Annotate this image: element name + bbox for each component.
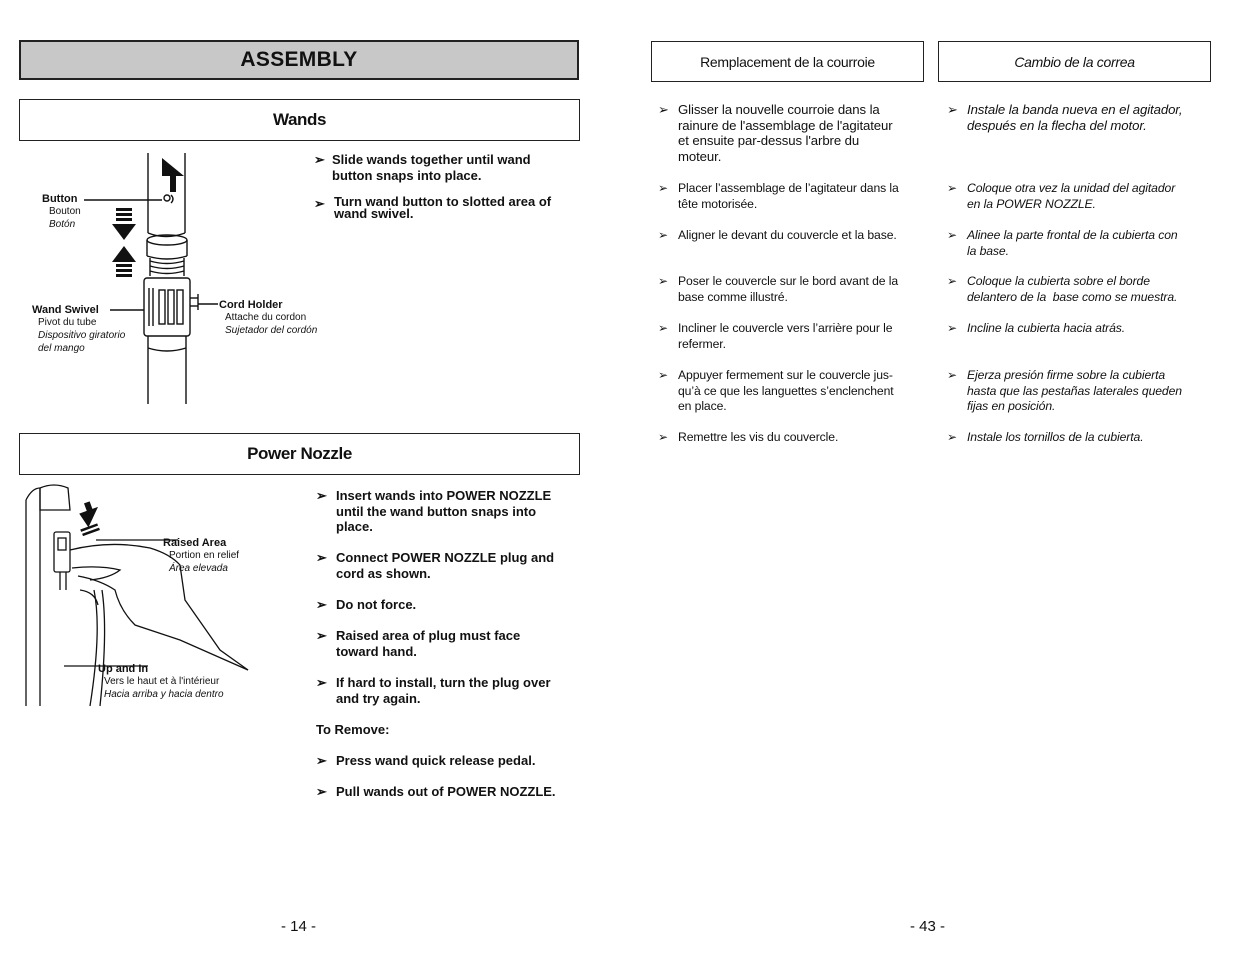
fr-heading-text: Remplacement de la courroie: [700, 53, 875, 70]
es-step-6-l3: fijas en posición.: [967, 399, 1056, 413]
label-wand-swivel: [32, 304, 125, 355]
fr-step-1-l1: Glisser la nouvelle courroie dans la: [678, 102, 880, 117]
remove-step-2-line1: Pull wands out of POWER NOZZLE.: [336, 784, 556, 799]
label-upin-es: Hacia arriba y hacia dentro: [104, 689, 224, 700]
es-step-6: [947, 368, 1182, 415]
remove-step-2: [316, 784, 556, 800]
power-nozzle-heading: [19, 433, 580, 475]
label-wand-swivel-es2: del mango: [38, 343, 85, 354]
fr-step-3-l1: Aligner le devant du couvercle et la base.: [678, 228, 897, 242]
es-step-3-l2: la base.: [967, 243, 1009, 258]
fr-step-6-l1: Appuyer fermement sur le couvercle jus-: [678, 368, 893, 382]
fr-step-7-l1: Remettre les vis du couvercle.: [678, 430, 839, 444]
arrow-icon: ➢: [316, 550, 327, 565]
label-cord-holder-es: Sujetador del cordón: [225, 325, 318, 336]
page-number-left: - 14 -: [281, 918, 317, 935]
remove-step-1-line1: Press wand quick release pedal.: [336, 753, 536, 768]
es-step-2: [947, 181, 1175, 212]
label-cord-holder: [219, 299, 317, 337]
es-step-1-l2: después en la flecha del motor.: [967, 117, 1147, 133]
arrow-icon: ➢: [658, 274, 669, 288]
fr-step-4-l1: Poser le couvercle sur le bord avant de la: [678, 274, 899, 288]
fr-step-6-l3: en place.: [678, 399, 727, 413]
arrow-icon: ➢: [947, 430, 958, 444]
es-step-5-l1: Incline la cubierta hacia atrás.: [967, 321, 1126, 335]
es-step-2-l2: en la POWER NOZZLE.: [967, 196, 1096, 211]
es-step-4-l1: Coloque la cubierta sobre el borde: [967, 274, 1150, 288]
fr-step-2-l1: Placer l’assemblage de l’agitateur dans la: [678, 181, 899, 195]
arrow-icon: ➢: [658, 228, 669, 242]
fr-step-2-l2: tête motorisée.: [678, 196, 758, 211]
fr-step-4: [658, 274, 898, 305]
nozzle-step-4-line1: Raised area of plug must face: [336, 628, 521, 643]
nozzle-step-2-line1: Connect POWER NOZZLE plug and: [336, 550, 555, 565]
fr-heading: [651, 41, 924, 82]
fr-step-1-l2: rainure de l'assemblage de l'agitateur: [678, 117, 893, 133]
label-wand-swivel-es1: Dispositivo giratorio: [38, 330, 126, 341]
es-heading: [938, 41, 1211, 82]
arrow-icon: ➢: [947, 368, 958, 382]
wands-step-2-line1: Turn wand button to slotted area of: [334, 194, 552, 209]
es-step-6-l2: hasta que las pestañas laterales queden: [967, 383, 1182, 398]
es-step-2-l1: Coloque otra vez la unidad del agitador: [967, 181, 1176, 195]
assembly-title: ASSEMBLY: [19, 40, 579, 80]
es-step-3-l1: Alinee la parte frontal de la cubierta con: [967, 228, 1178, 242]
label-raised-area: [163, 537, 239, 575]
wands-heading: [19, 99, 580, 141]
label-wand-swivel-en: Wand Swivel: [32, 304, 99, 316]
label-raised-es: Área elevada: [169, 563, 228, 574]
to-remove-heading: [316, 722, 389, 738]
es-step-1-l1: Instale la banda nueva en el agitador,: [967, 102, 1183, 117]
arrow-icon: ➢: [316, 753, 327, 768]
nozzle-step-5-line1: If hard to install, turn the plug over: [336, 675, 551, 690]
fr-step-5: [658, 321, 892, 352]
nozzle-step-2-line2: cord as shown.: [336, 565, 431, 581]
label-wand-swivel-fr: Pivot du tube: [38, 317, 97, 328]
arrow-icon: ➢: [316, 675, 327, 690]
label-raised-en: Raised Area: [163, 537, 227, 549]
es-step-1: [947, 102, 1182, 133]
fr-step-7: [658, 430, 838, 446]
fr-step-1-l3: et ensuite par-dessus l'arbre du: [678, 133, 860, 148]
nozzle-step-1-line1: Insert wands into POWER NOZZLE: [336, 488, 552, 503]
arrow-icon: ➢: [316, 628, 327, 643]
nozzle-step-1-line2: until the wand button snaps into: [336, 503, 537, 519]
arrow-icon: ➢: [947, 102, 958, 117]
fr-step-1-l4: moteur.: [678, 148, 722, 164]
arrow-icon: ➢: [658, 430, 669, 444]
fr-step-3: [658, 228, 897, 244]
arrow-icon: ➢: [314, 152, 325, 167]
remove-step-1: [316, 753, 535, 769]
arrow-icon: ➢: [314, 196, 325, 211]
es-step-3: [947, 228, 1178, 259]
power-nozzle-heading-text: Power Nozzle: [247, 444, 352, 463]
nozzle-step-1-line3: place.: [336, 519, 373, 534]
label-upin-fr: Vers le haut et à l'intérieur: [104, 676, 220, 687]
label-button-fr: Bouton: [49, 206, 81, 217]
label-up-and-in: [98, 663, 224, 701]
wands-heading-text: Wands: [272, 110, 327, 129]
label-button-en: Button: [42, 193, 78, 205]
nozzle-step-5: [316, 675, 551, 706]
nozzle-step-2: [316, 550, 554, 581]
label-button-es: Botón: [49, 219, 76, 230]
wands-step-2-line2: wand swivel.: [334, 206, 414, 221]
es-step-4: [947, 274, 1177, 305]
label-button: [42, 193, 81, 231]
nozzle-step-4-line2: toward hand.: [336, 643, 417, 659]
to-remove-text: To Remove:: [316, 722, 390, 737]
es-step-4-l2: delantero de la base como se muestra.: [967, 289, 1178, 304]
fr-step-2: [658, 181, 899, 212]
nozzle-step-3-line1: Do not force.: [336, 597, 417, 612]
arrow-icon: ➢: [316, 488, 327, 503]
nozzle-step-3: [316, 597, 416, 613]
page-number-right: - 43 -: [910, 918, 946, 935]
fr-step-5-l2: refermer.: [678, 336, 726, 351]
nozzle-step-5-line2: and try again.: [336, 690, 421, 706]
arrow-icon: ➢: [658, 321, 669, 335]
arrow-icon: ➢: [316, 597, 327, 612]
fr-step-1: [658, 102, 893, 164]
fr-step-6: [658, 368, 894, 415]
arrow-icon: ➢: [316, 784, 327, 799]
nozzle-step-4: [316, 628, 520, 659]
arrow-icon: ➢: [947, 274, 958, 288]
es-step-7-l1: Instale los tornillos de la cubierta.: [967, 430, 1144, 444]
wands-illustration: [20, 148, 320, 410]
arrow-icon: ➢: [947, 321, 958, 335]
label-upin-en: Up and In: [98, 663, 149, 675]
arrow-icon: ➢: [658, 102, 669, 117]
es-heading-text: Cambio de la correa: [1014, 53, 1135, 70]
fr-step-4-l2: base comme illustré.: [678, 289, 788, 304]
label-cord-holder-fr: Attache du cordon: [225, 312, 307, 323]
arrow-icon: ➢: [658, 181, 669, 195]
es-step-7: [947, 430, 1144, 446]
es-step-6-l1: Ejerza presión firme sobre la cubierta: [967, 368, 1166, 382]
fr-step-5-l1: Incliner le couvercle vers l’arrière pour le: [678, 321, 893, 335]
arrow-icon: ➢: [947, 228, 958, 242]
label-raised-fr: Portion en relief: [169, 550, 240, 561]
wands-step-1-line1: Slide wands together until wand: [332, 152, 531, 167]
wands-step-1: [314, 152, 531, 183]
wands-step-2: [314, 196, 551, 220]
es-step-5: [947, 321, 1125, 337]
wands-step-1-line2: button snaps into place.: [332, 167, 482, 183]
label-cord-holder-en: Cord Holder: [219, 299, 283, 311]
fr-step-6-l2: qu’à ce que les languettes s’enclenchent: [678, 383, 894, 398]
arrow-icon: ➢: [947, 181, 958, 195]
nozzle-step-1: [316, 488, 551, 535]
arrow-icon: ➢: [658, 368, 669, 382]
